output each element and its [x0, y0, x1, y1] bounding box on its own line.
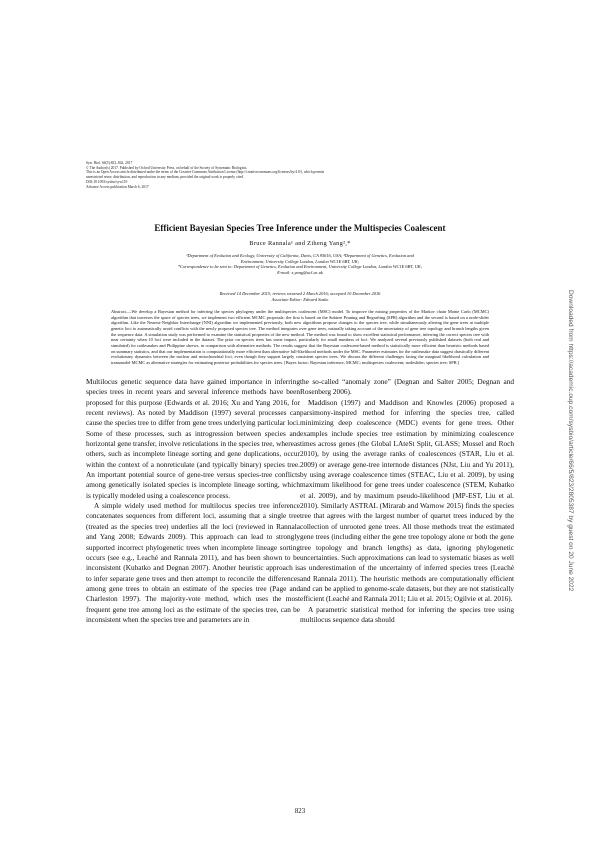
- affiliation-line: ¹Department of Evolution and Ecology, University of California, Davis, CA 95616, USA; ²Department of Genetics, Evolution and: [186, 253, 414, 258]
- page-number: 823: [294, 808, 306, 815]
- paragraph: A parametric statistical method for inferring the species tree using multilocus sequence data should: [300, 604, 514, 624]
- affiliation-line: E-mail: z.yang@ucl.ac.uk: [277, 269, 323, 275]
- body-column-left: [86, 377, 300, 625]
- paragraph: Multilocus genetic sequence data have gained importance in inferring species trees in recent years and several inference methods have been proposed for this purpose (Edwards et al. 2016; Xu and Yang 2016, for recent reviews). As noted by Maddison (1997) several processes can cause the species tree to differ from gene trees underlying particular loci. Some of these processes, such as introgression between species and horizontal gene transfer, involve reticulations in the species tree, whereas others, such as incomplete lineage sorting and gene duplications, occur within the context of a nonreticulate (and typically binary) species tree. An important potential source of gene-tree versus species-tree conflicts among genetically isolated species is incomplete lineage sorting, which is typically modeled using a coalescence process.: [86, 377, 300, 500]
- journal-metadata: [86, 161, 516, 189]
- meta-line: DOI:10.1093/sysbio/syw119: [86, 179, 128, 184]
- download-watermark: Downloaded from https://academic.oup.com/sysbio/article/66/5/823/2805387 by guest on 20 June 2022: [567, 290, 574, 592]
- paragraph: Maddison (1997) and Maddison and Knowles (2006) proposed a parsimony-inspired method for inferring the species tree, called minimizing deep coalescence (MDC) events for gene trees. Other examples include species tree estimation by minimizing coalescence times across genes (the Global LAteSt Split, GLASS; Mossel and Roch 2010), by using the average ranks of coalescences (STAR, Liu et al. 2009) or average gene-tree internode distances (NJst, Liu and Yu 2011), by using average coalescence times (STEAC, Liu et al. 2009), by using maximum likelihood for gene trees under coalescence (STEM, Kubatko et al. 2009), and by maximum pseudo-likelihood (MP-EST, Liu et al. 2010). Similarly ASTRAL (Mirarab and Warnow 2015) finds the species tree that agrees with the largest number of quartet trees induced by the collection of unrooted gene trees. All those methods treat the estimated gene trees (including either the gene tree topology alone or both the gene tree topology and branch lengths) as data, ignoring phylogenetic uncertainties. Such approximations can lead to systematic biases as well as underestimation of the uncertainty of inferred species trees (Leaché and Rannala 2011). The heuristic methods are computationally efficient and can be applied to genome-scale datasets, but they are not statistically efficient (Leaché and Rannala 2011; Liu et al. 2015; Ogilvie et al. 2016).: [300, 397, 514, 604]
- paper-title: Efficient Bayesian Species Tree Inference under the Multispecies Coalescent: [154, 223, 446, 233]
- affiliation-line: *Correspondence to be sent to: Department of Genetics, Evolution and Environment, University College London, London WC1E 6BT, UK;: [177, 264, 423, 270]
- affiliations: [105, 253, 495, 275]
- body-column-right: [300, 377, 514, 625]
- received-line: Received 14 December 2015; reviews returned 2 March 2016; accepted 10 December 2016: [219, 291, 381, 296]
- associate-editor: Associate Editor: Edward Susko: [271, 296, 329, 302]
- affiliation-line: Environment, University College London, London WC1E 6BT, UK;: [240, 258, 360, 264]
- paragraph: the so-called “anomaly zone” (Degnan and Salter 2005; Degnan and Rosenberg 2006).: [300, 377, 514, 397]
- meta-line: unrestricted reuse, distribution, and reproduction in any medium, provided the original work is properly cited.: [86, 175, 244, 180]
- abstract: Abstract.—We develop a Bayesian method for inferring the species phylogeny under the multispecies coalescent (MSC) model. To improve the mixing properties of the Markov chain Monte Carlo (MCMC) algorithm that traverses the space of species trees, we implement two efficient MCMC proposals: the first is based on the Subtree Pruning and Regrafting (SPR) algorithm and the second is based on a node-slider algorithm. Like the Nearest-Neighbor Interchange (NNI) algorithm we implemented previously, both new algorithms propose changes to the species tree, while simultaneously altering the gene trees at multiple genetic loci to automatically avoid conflicts with the newly proposed species tree. The method integrates over gene trees, naturally taking account of the uncertainty of gene tree topology and branch lengths given the sequence data. A simulation study was performed to examine the statistical properties of the new method. The method was found to show excellent statistical performance, inferring the correct species tree with near certainty when 10 loci were included in the dataset. The prior on species trees has some impact, particularly for small numbers of loci. We analyzed several previously published datasets (both real and simulated) for rattlesnakes and Philippine shrews, in comparison with alternative methods. The results suggest that the Bayesian coalescent-based method is statistically more efficient than heuristic methods based on summary statistics, and that our implementation is computationally more efficient than alternative full-likelihood methods under the MSC. Parameter estimates for the rattlesnake data suggest drastically different evolutionary dynamics between the nuclear and mitochondrial loci, even though they support largely consistent species trees. We discuss the different challenges facing the marginal likelihood calculation and transmodel MCMC as alternative strategies for estimating posterior probabilities for species trees. [Bayes factor; Bayesian inference; MCMC; multispecies coalescent; nodeslider; species tree; SPR.]: [111, 309, 489, 366]
- author-list: Bruce Rannala¹ and Ziheng Yang²,*: [249, 240, 351, 247]
- paragraph: A simple widely used method for multilocus species tree inference concatenates sequences from different loci, assuming that a single tree (treated as the species tree) underlies all the loci (reviewed in Rannala and Yang 2008; Edwards 2009). This approach can lead to strongly supported incorrect phylogenetic trees when incomplete lineage sorting occurs (see e.g., Leaché and Rannala 2011), and has been shown to be inconsistent (Kubatko and Degnan 2007). Another heuristic approach is to infer separate gene trees and then attempt to reconcile the differences among gene trees to obtain an estimate of the species tree (Page and Charleston 1997). The majority-vote method, which uses the most frequent gene tree among loci as the estimate of the species tree, can be inconsistent when the species tree and parameters are in: [86, 501, 300, 624]
- meta-line: Advance Access publication March 6, 2017: [86, 184, 149, 189]
- meta-line: This is an Open Access article distributed under the terms of the Creative Commons Attribution License (http://creativecommons.org/licenses/by/4.0/), which permits: [86, 170, 325, 175]
- meta-line: © The Author(s) 2017. Published by Oxford University Press, on behalf of the Society of Systematic Biologists.: [86, 165, 248, 170]
- received-dates: [60, 291, 540, 302]
- meta-line: Syst. Biol. 66(5):823–842, 2017: [86, 161, 133, 165]
